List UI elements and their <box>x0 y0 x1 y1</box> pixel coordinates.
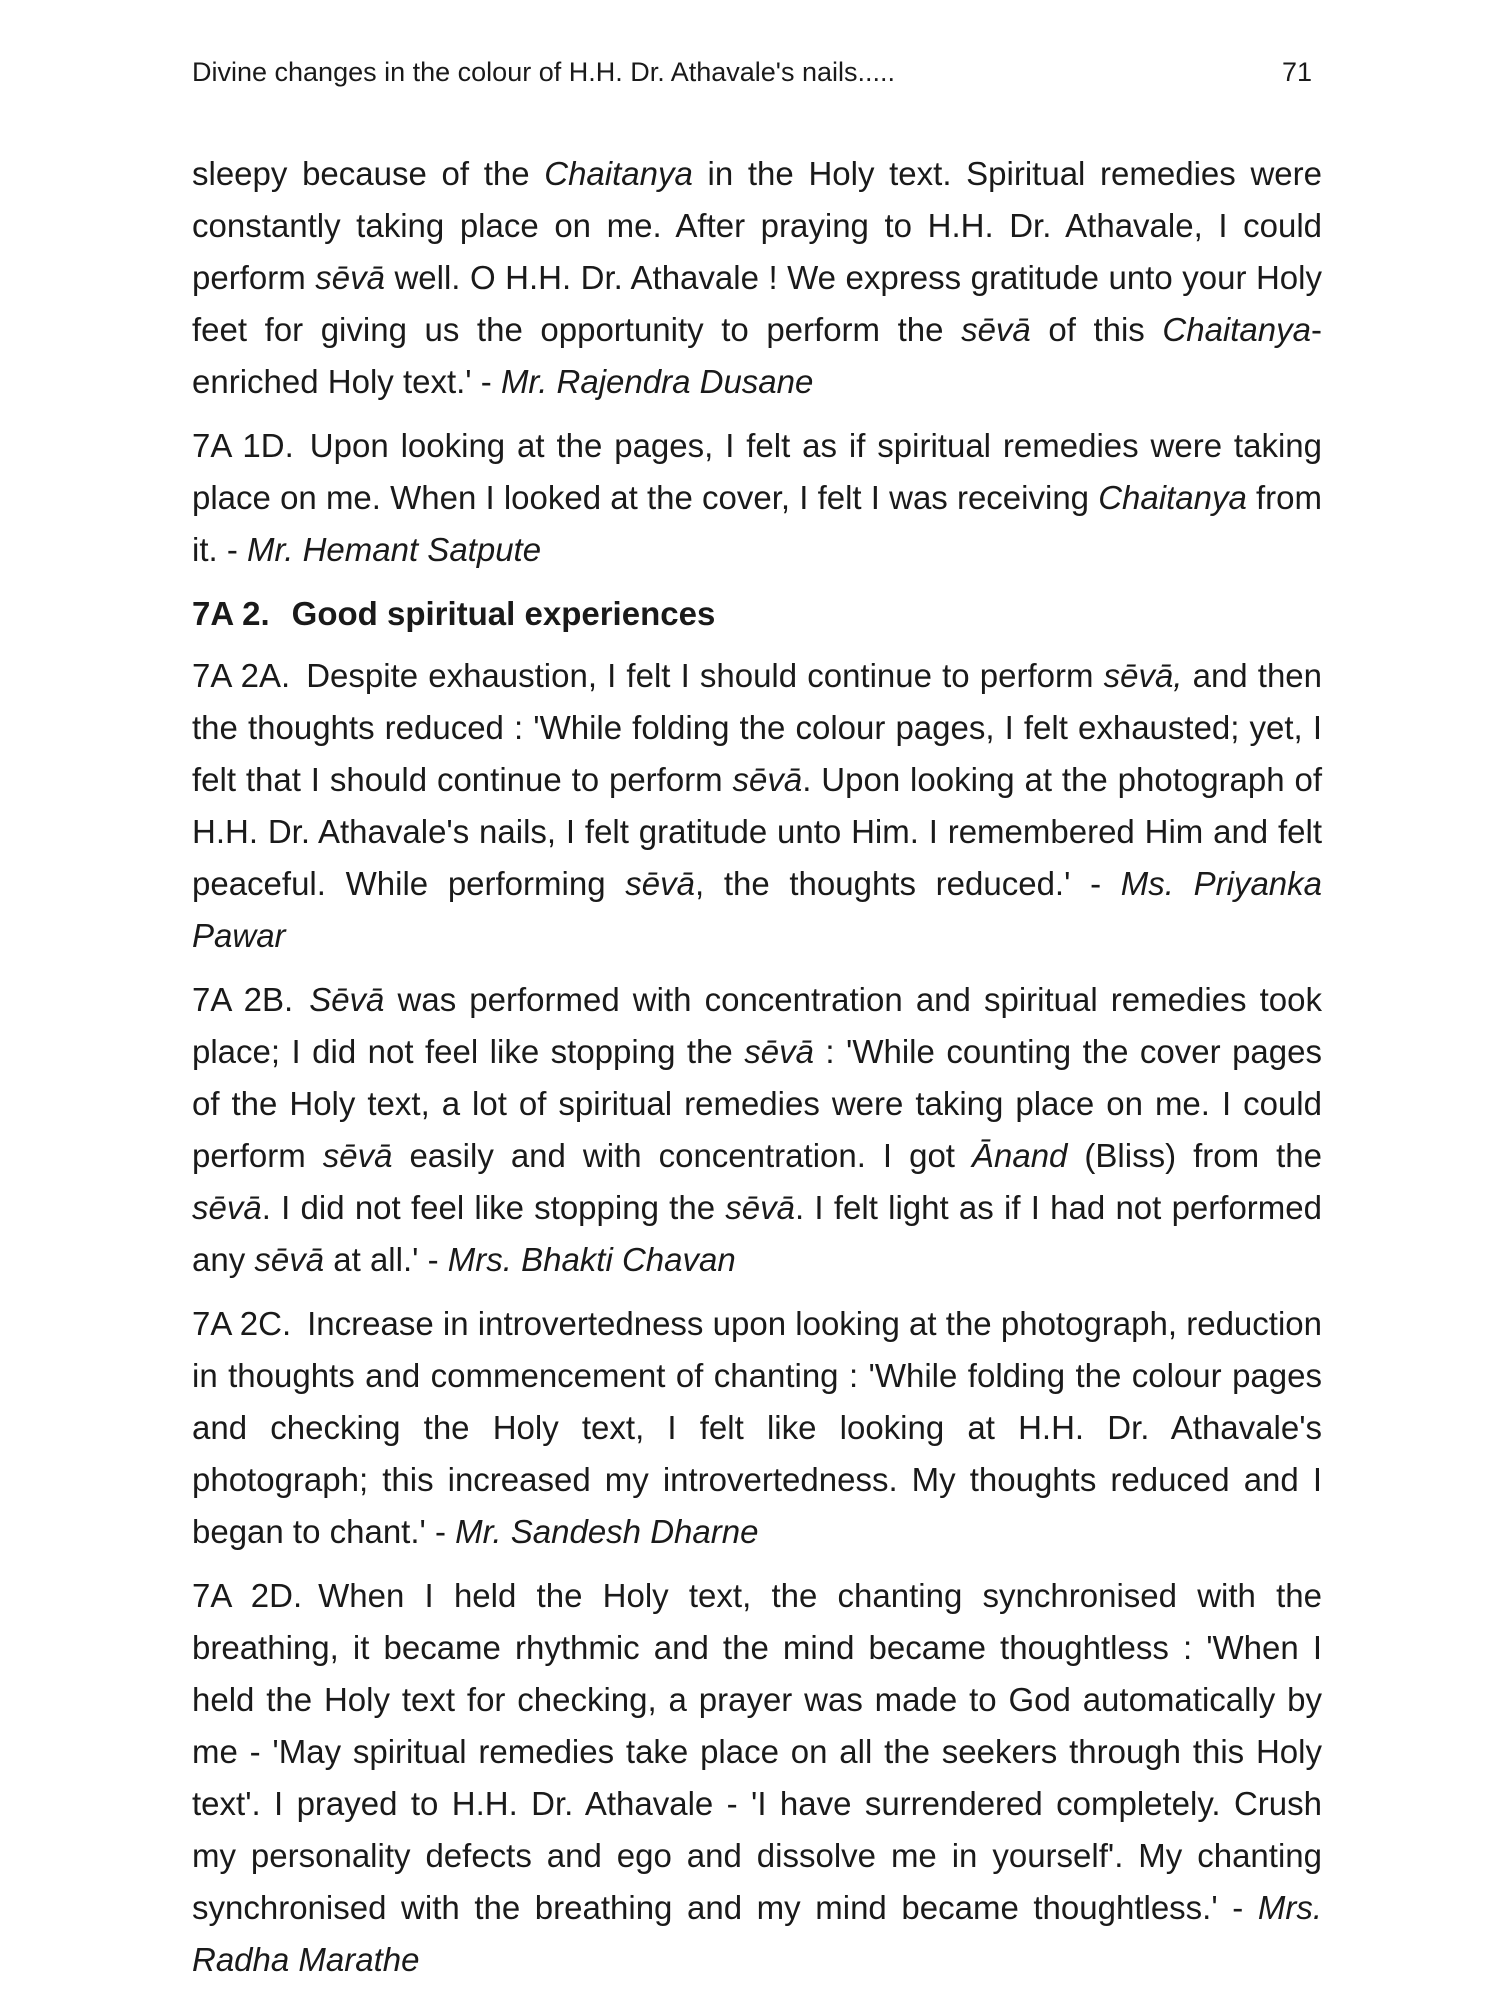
text-run: of this <box>1030 311 1163 348</box>
text-run: was performed with concentration and spiritual remedies took place; I did not feel like stopping the <box>192 981 1322 1070</box>
italic-text: sēvā <box>725 1189 796 1226</box>
italic-text: Mr. Hemant Satpute <box>247 531 542 568</box>
text-run: from it. - <box>192 479 1323 568</box>
paragraph <box>192 420 1322 576</box>
text-run: (Bliss) from the <box>1067 1137 1322 1174</box>
paragraph <box>192 1570 1322 1986</box>
running-title: Divine changes in the colour of H.H. Dr. Athavale's nails..... <box>192 57 896 87</box>
italic-text: Chaitanya <box>544 155 693 192</box>
text-run: When I held the Holy text, the chanting synchronised with the breathing, it became rhythmic and the mind became thoughtless : 'When I held the Holy text for checking, a prayer was made to God automatically by me - 'May spiritual remedies take place on all the seekers through this Holy text'. I prayed to H.H. Dr. Athavale - 'I have surrendered completely. Crush my personality defects and ego and dissolve me in yourself'. My chanting synchronised with the breathing and my mind became thoughtless.' - <box>192 1577 1322 1926</box>
paragraph <box>192 650 1322 962</box>
italic-text: Ānand <box>971 1137 1068 1174</box>
italic-text: Mr. Rajendra Dusane <box>500 363 814 400</box>
text-run: easily and with concentration. I got <box>392 1137 972 1174</box>
paragraph <box>192 148 1322 408</box>
paragraph-number: 7A 2A. <box>192 657 291 694</box>
italic-text: sēvā, <box>1103 657 1183 694</box>
paragraph-number: 7A 2D. <box>192 1577 303 1614</box>
body-text <box>192 148 1322 1998</box>
paragraph-number: 7A 2. <box>192 595 270 632</box>
italic-text: Chaitanya <box>1162 311 1311 348</box>
text-run: , the thoughts reduced.' - <box>694 865 1121 902</box>
text-run: . Upon looking at the photograph of H.H. Dr. Athavale's nails, I felt gratitude unto Him. I remembered Him and felt peaceful. While performing <box>192 761 1323 902</box>
paragraph-number: 7A 1D. <box>192 427 294 464</box>
italic-text: sēvā <box>732 761 803 798</box>
italic-text: Ms. Priyanka Pawar <box>192 865 1322 954</box>
italic-text: Mrs. Bhakti Chavan <box>447 1241 736 1278</box>
italic-text: sēvā <box>322 1137 393 1174</box>
text-run: -enriched Holy text.' - <box>192 311 1322 400</box>
italic-text: sēvā <box>315 259 385 296</box>
text-run: sleepy because of the <box>192 155 545 192</box>
italic-text: sēvā <box>192 1189 262 1226</box>
text-run: well. O H.H. Dr. Athavale ! We express gratitude unto your Holy feet for giving us the opportunity to perform the <box>192 259 1322 348</box>
text-run: . I did not feel like stopping the <box>261 1189 726 1226</box>
text-run: in the Holy text. Spiritual remedies were constantly taking place on me. After praying to H.H. Dr. Athavale, I could perform <box>192 155 1322 296</box>
italic-text: Mrs. Radha Marathe <box>192 1889 1322 1978</box>
paragraph-number: 7A 2C. <box>192 1305 292 1342</box>
page-number: 71 <box>1281 57 1312 87</box>
italic-text: Mr. Sandesh Dharne <box>455 1513 759 1550</box>
text-run: Despite exhaustion, I felt I should continue to perform <box>306 657 1104 694</box>
paragraph-number: 7A 2B. <box>192 981 294 1018</box>
paragraph <box>192 974 1322 1286</box>
italic-text: Sēvā <box>309 981 385 1018</box>
paragraph <box>192 1298 1322 1558</box>
italic-text: Chaitanya <box>1098 479 1247 516</box>
italic-text: sēvā <box>744 1033 814 1070</box>
text-run: Increase in introvertedness upon looking at the photograph, reduction in thoughts and commencement of chanting : 'While folding the colour pages and checking the Holy text, I felt like looking at H.H. Dr. Athavale's photograph; this increased my introvertedness. My thoughts reduced and I began to chant.' - <box>192 1305 1322 1550</box>
italic-text: sēvā <box>961 311 1031 348</box>
running-header <box>192 52 1312 92</box>
italic-text: sēvā <box>625 865 695 902</box>
italic-text: sēvā <box>254 1241 325 1278</box>
text-run: Upon looking at the pages, I felt as if spiritual remedies were taking place on me. When I looked at the cover, I felt I was receiving <box>192 427 1322 516</box>
text-run: at all.' - <box>324 1241 448 1278</box>
text-run: and then the thoughts reduced : 'While folding the colour pages, I felt exhausted; yet, I felt that I should continue to perform <box>192 657 1323 798</box>
text-run: : 'While counting the cover pages of the Holy text, a lot of spiritual remedies were taking place on me. I could perform <box>192 1033 1322 1174</box>
text-run: . I felt light as if I had not performed any <box>192 1189 1322 1278</box>
section-heading <box>192 588 1322 640</box>
text-run: Good spiritual experiences <box>291 595 716 632</box>
